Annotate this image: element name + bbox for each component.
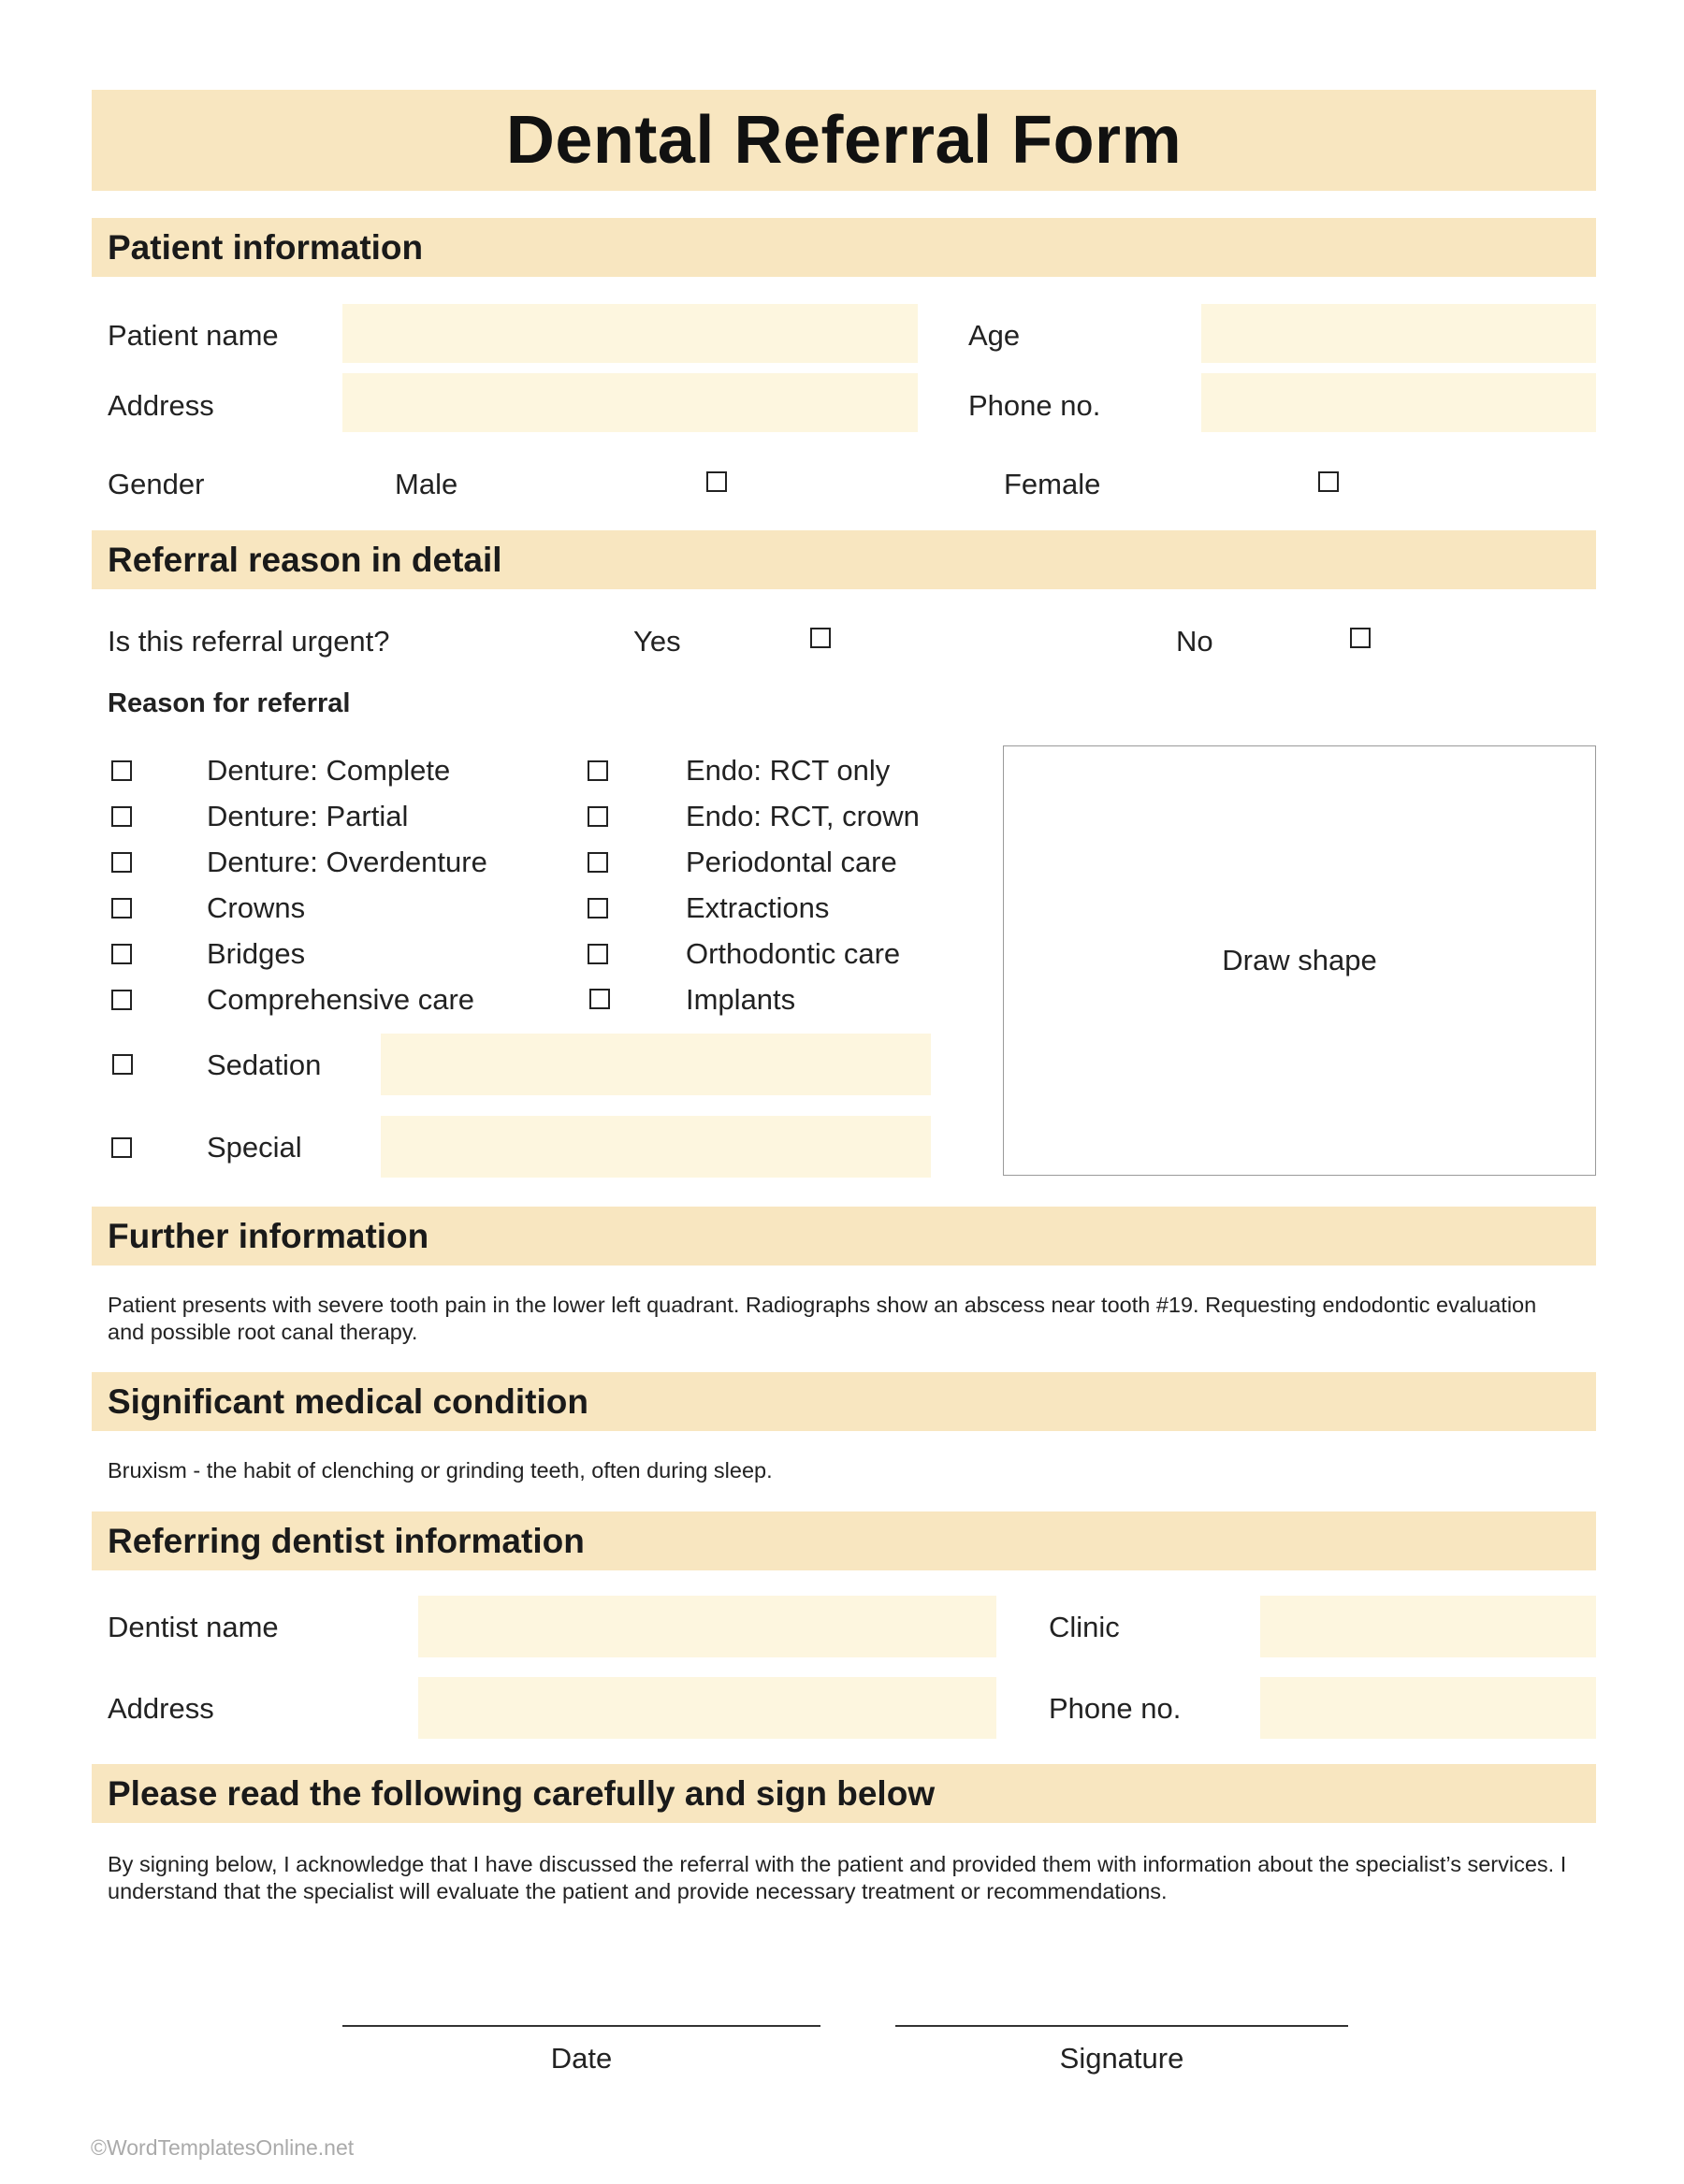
- age-label: Age: [968, 319, 1021, 352]
- option-checkbox[interactable]: [588, 806, 608, 827]
- option-label: Denture: Overdenture: [207, 846, 487, 878]
- option-checkbox[interactable]: [111, 898, 132, 918]
- option-checkbox[interactable]: [588, 852, 608, 873]
- dentist-phone-label: Phone no.: [1049, 1692, 1182, 1725]
- draw-shape-area[interactable]: [1003, 745, 1596, 1176]
- date-line[interactable]: [342, 2025, 820, 2027]
- draw-shape-label: Draw shape: [1222, 944, 1377, 976]
- special-field[interactable]: [381, 1116, 931, 1178]
- section-dentist-information: Referring dentist information: [92, 1511, 1596, 1570]
- medical-condition-text: Bruxism - the habit of clenching or grinding teeth, often during sleep.: [108, 1458, 773, 1483]
- form-title: Dental Referral Form: [92, 90, 1596, 191]
- patient-phone-label: Phone no.: [968, 389, 1101, 422]
- male-label: Male: [395, 468, 458, 500]
- option-checkbox[interactable]: [111, 990, 132, 1010]
- option-checkbox[interactable]: [111, 806, 132, 827]
- option-label: Bridges: [207, 937, 306, 970]
- female-label: Female: [1004, 468, 1101, 500]
- signature-label: Signature: [1059, 2042, 1184, 2075]
- patient-name-label: Patient name: [108, 319, 279, 352]
- clinic-field[interactable]: [1260, 1596, 1596, 1657]
- option-checkbox[interactable]: [111, 760, 132, 781]
- dentist-address-label: Address: [108, 1692, 214, 1725]
- option-checkbox[interactable]: [111, 852, 132, 873]
- dentist-phone-field[interactable]: [1260, 1677, 1596, 1739]
- special-checkbox[interactable]: [111, 1137, 132, 1158]
- dentist-name-label: Dentist name: [108, 1611, 279, 1643]
- option-label: Denture: Partial: [207, 800, 409, 832]
- patient-phone-field[interactable]: [1201, 373, 1596, 432]
- option-label: Extractions: [686, 891, 830, 924]
- acknowledgement-text: By signing below, I acknowledge that I have discussed the referral with the patient and provided them with information about the specialist’s services. I understand that the specialist will evaluate the patient and provide necessary treatment or recommendations.: [108, 1852, 1567, 1903]
- option-label: Comprehensive care: [207, 983, 475, 1016]
- watermark: ©WordTemplatesOnline.net: [91, 2135, 355, 2160]
- no-label: No: [1176, 625, 1213, 658]
- section-referral-reason: Referral reason in detail: [92, 530, 1596, 589]
- urgent-no-checkbox[interactable]: [1350, 628, 1371, 648]
- option-label: Crowns: [207, 891, 306, 924]
- urgent-yes-checkbox[interactable]: [810, 628, 831, 648]
- male-checkbox[interactable]: [706, 471, 727, 492]
- sedation-field[interactable]: [381, 1034, 931, 1095]
- age-field[interactable]: [1201, 304, 1596, 363]
- option-label: Endo: RCT only: [686, 754, 891, 787]
- urgent-question: Is this referral urgent?: [108, 625, 390, 658]
- option-label: Denture: Complete: [207, 754, 451, 787]
- patient-name-field[interactable]: [342, 304, 918, 363]
- patient-address-label: Address: [108, 389, 214, 422]
- option-label: Orthodontic care: [686, 937, 901, 970]
- signature-line[interactable]: [895, 2025, 1348, 2027]
- date-label: Date: [550, 2042, 613, 2075]
- option-checkbox[interactable]: [588, 944, 608, 964]
- female-checkbox[interactable]: [1318, 471, 1339, 492]
- dentist-name-field[interactable]: [418, 1596, 996, 1657]
- option-checkbox[interactable]: [111, 944, 132, 964]
- further-information-text: Patient presents with severe tooth pain in the lower left quadrant. Radiographs show an abscess near tooth #19. Requesting endodontic evaluation and possible root canal therapy.: [108, 1293, 1537, 1344]
- option-label: Periodontal care: [686, 846, 897, 878]
- sedation-label: Sedation: [207, 1049, 322, 1081]
- dentist-address-field[interactable]: [418, 1677, 996, 1739]
- option-label: Endo: RCT, crown: [686, 800, 920, 832]
- patient-address-field[interactable]: [342, 373, 918, 432]
- special-label: Special: [207, 1131, 302, 1164]
- gender-label: Gender: [108, 468, 205, 500]
- option-checkbox[interactable]: [588, 760, 608, 781]
- sedation-checkbox[interactable]: [112, 1054, 133, 1075]
- option-label: Implants: [686, 983, 796, 1016]
- reason-heading: Reason for referral: [108, 688, 351, 718]
- section-further-information: Further information: [92, 1207, 1596, 1266]
- yes-label: Yes: [633, 625, 681, 658]
- section-medical-condition: Significant medical condition: [92, 1372, 1596, 1431]
- option-checkbox[interactable]: [589, 989, 610, 1009]
- section-patient-information: Patient information: [92, 218, 1596, 277]
- clinic-label: Clinic: [1049, 1611, 1120, 1643]
- option-checkbox[interactable]: [588, 898, 608, 918]
- section-sign-below: Please read the following carefully and sign below: [92, 1764, 1596, 1823]
